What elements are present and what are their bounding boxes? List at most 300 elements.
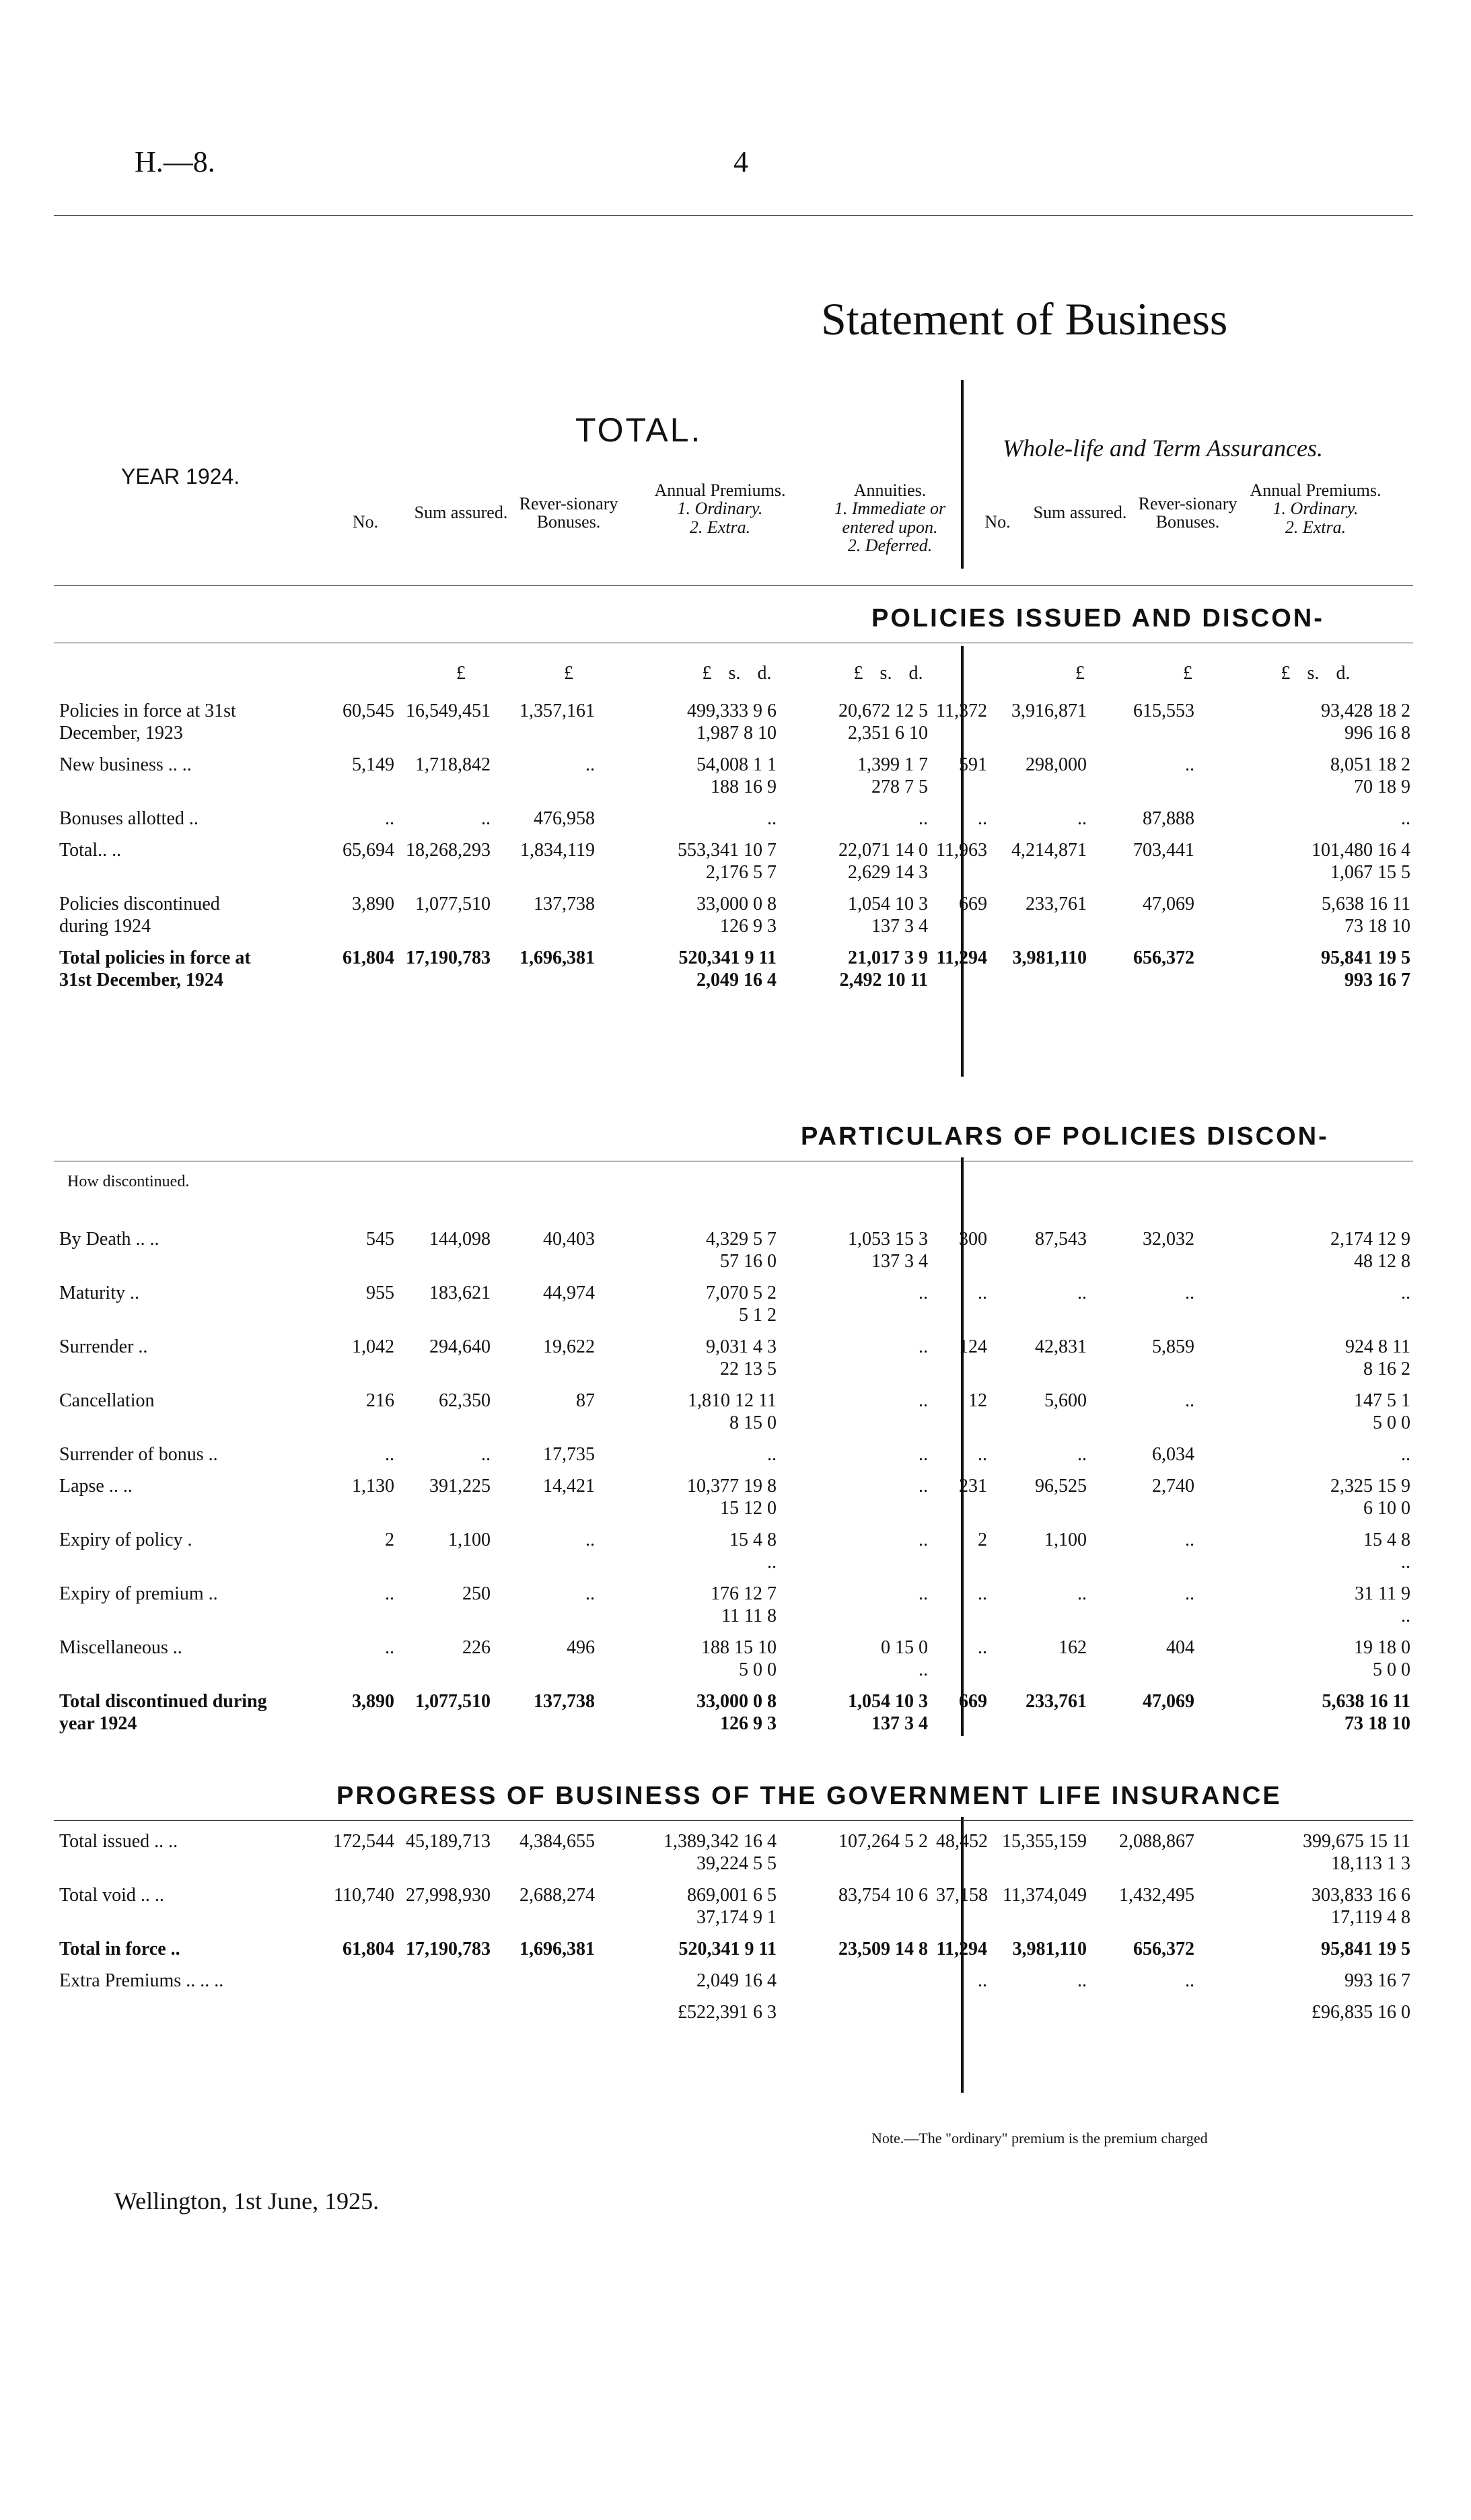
cell-empty bbox=[398, 1412, 495, 1434]
wl-unit-premiums: £ s. d. bbox=[1281, 663, 1351, 684]
cell-wl-sum-assured: 162 bbox=[1059, 1637, 1087, 1658]
cell-wl-premium-extra: 993 16 7 bbox=[1344, 970, 1410, 991]
row-gap bbox=[55, 1735, 1414, 1744]
row-gap bbox=[55, 1380, 1414, 1390]
cell-wl-premium-extra: 73 18 10 bbox=[1344, 1713, 1410, 1734]
progress-row bbox=[55, 2001, 1414, 2023]
cell-empty bbox=[991, 1358, 1091, 1380]
row-gap bbox=[55, 1573, 1414, 1583]
cell-empty bbox=[1091, 1497, 1198, 1519]
cell-reversionary: .. bbox=[585, 754, 595, 775]
wl-premiums-title: Annual Premiums. bbox=[1250, 480, 1382, 500]
discontinued-row-sub bbox=[55, 1412, 1414, 1434]
cell-premium-ordinary: 869,001 6 5 bbox=[687, 1885, 777, 1906]
cell-wl-reversionary: .. bbox=[1185, 1390, 1194, 1411]
cell-premium-ordinary: 1,810 12 11 bbox=[688, 1390, 777, 1411]
cell-empty bbox=[323, 1551, 398, 1573]
cell-premium-ordinary: 520,341 9 11 bbox=[678, 947, 777, 968]
wl-col-head-premiums bbox=[1245, 481, 1386, 536]
cell-premium-extra: 8 15 0 bbox=[729, 1412, 777, 1433]
gap-cell bbox=[55, 1627, 1414, 1636]
cell-empty bbox=[495, 1250, 599, 1272]
row-gap bbox=[55, 1434, 1414, 1443]
cell-empty bbox=[1091, 969, 1198, 991]
cell-wl-premium-extra bbox=[1198, 1304, 1414, 1326]
cell-empty bbox=[932, 776, 991, 798]
cell-wl-reversionary bbox=[1091, 2001, 1198, 2023]
wl-unit-rev: £ bbox=[1183, 663, 1192, 684]
cell-empty bbox=[932, 1605, 991, 1627]
section1-heading: POLICIES ISSUED AND DISCON- bbox=[871, 604, 1324, 633]
policy-row-sub bbox=[55, 969, 1414, 991]
cell-premium-extra: 39,224 5 5 bbox=[696, 1853, 777, 1874]
row-gap bbox=[55, 884, 1414, 893]
cell-wl-reversionary: .. bbox=[1185, 1583, 1194, 1604]
section3-rule bbox=[54, 1820, 1413, 1821]
progress-row bbox=[55, 1830, 1414, 1852]
cell-empty bbox=[323, 1713, 398, 1735]
cell-sum-assured: 18,268,293 bbox=[406, 840, 491, 861]
cell-empty bbox=[323, 776, 398, 798]
section2-heading: PARTICULARS OF POLICIES DISCON- bbox=[801, 1122, 1329, 1151]
wl-col-head-rev: Rever-sionary Bonuses. bbox=[1138, 494, 1237, 532]
cell-wl-reversionary: 404 bbox=[1166, 1637, 1194, 1658]
cell-reversionary: 1,696,381 bbox=[519, 1939, 595, 1959]
policy-row-sub bbox=[55, 861, 1414, 884]
cell-empty bbox=[495, 915, 599, 937]
cell-empty bbox=[495, 1412, 599, 1434]
cell-reversionary: 44,974 bbox=[543, 1283, 595, 1303]
cell-sum-assured: 183,621 bbox=[429, 1283, 491, 1303]
cell-wl-no: 11,372 bbox=[936, 700, 987, 721]
row-label bbox=[55, 2001, 323, 2023]
cell-empty bbox=[932, 722, 991, 744]
row-gap bbox=[55, 1681, 1414, 1690]
cell-annuity-deferred bbox=[781, 1605, 932, 1627]
cell-empty bbox=[932, 1412, 991, 1434]
cell-no: .. bbox=[385, 1444, 394, 1465]
discontinued-row bbox=[55, 1282, 1414, 1304]
row-label: Lapse .. .. bbox=[59, 1476, 133, 1497]
unit-rev: £ bbox=[564, 663, 573, 684]
unit-annuities: £ s. d. bbox=[853, 663, 923, 684]
cell-empty bbox=[932, 915, 991, 937]
cell-empty bbox=[1091, 915, 1198, 937]
policy-row-sub bbox=[55, 776, 1414, 798]
progress-row bbox=[55, 1970, 1414, 1992]
wl-unit-sum: £ bbox=[1075, 663, 1085, 684]
cell-premium-extra: 188 16 9 bbox=[711, 777, 777, 797]
cell-premium-ordinary: 9,031 4 3 bbox=[706, 1336, 777, 1357]
cell-wl-premium-ordinary: 2,174 12 9 bbox=[1330, 1229, 1410, 1250]
row-label: Cancellation bbox=[59, 1390, 155, 1411]
wl-premiums-ordinary: 1. Ordinary. bbox=[1272, 499, 1359, 519]
cell-premium-ordinary: 54,008 1 1 bbox=[696, 754, 777, 775]
cell-no: .. bbox=[385, 808, 394, 829]
col-head-no: No. bbox=[352, 512, 379, 532]
cell-wl-sum-assured: .. bbox=[1077, 1444, 1087, 1465]
cell-annuity-immediate: 1,054 10 3 bbox=[848, 1691, 928, 1712]
discontinued-row bbox=[55, 1475, 1414, 1497]
cell-no: 65,694 bbox=[343, 840, 394, 861]
cell-reversionary: 4,384,655 bbox=[519, 1831, 595, 1852]
discontinued-row bbox=[55, 1636, 1414, 1659]
cell-annuity-deferred bbox=[781, 1497, 932, 1519]
cell-empty bbox=[323, 969, 398, 991]
cell-sum-assured: 27,998,930 bbox=[406, 1885, 491, 1906]
gap-cell bbox=[55, 1573, 1414, 1583]
cell-wl-reversionary: 656,372 bbox=[1133, 1939, 1194, 1959]
cell-premium-ordinary: £522,391 6 3 bbox=[678, 2002, 777, 2023]
row-label: Bonuses allotted .. bbox=[59, 808, 199, 829]
unit-premiums: £ s. d. bbox=[702, 663, 772, 684]
unit-sum: £ bbox=[456, 663, 466, 684]
section1-table bbox=[55, 700, 1414, 1001]
header-rule bbox=[54, 585, 1413, 586]
cell-empty bbox=[991, 1659, 1091, 1681]
cell-sum-assured: .. bbox=[481, 1444, 491, 1465]
gap-cell bbox=[55, 884, 1414, 893]
section3-heading: PROGRESS OF BUSINESS OF THE GOVERNMENT LIFE INSURANCE bbox=[336, 1782, 1282, 1810]
cell-wl-no: 11,294 bbox=[936, 947, 987, 968]
cell-empty bbox=[1091, 722, 1198, 744]
cell-wl-no: .. bbox=[978, 1637, 987, 1658]
cell-empty bbox=[991, 969, 1091, 991]
cell-premium-ordinary: 33,000 0 8 bbox=[696, 1691, 777, 1712]
section3-table bbox=[55, 1830, 1414, 2033]
col-head-annuities bbox=[814, 481, 966, 554]
cell-sum-assured: 17,190,783 bbox=[406, 947, 491, 968]
cell-empty bbox=[495, 1304, 599, 1326]
cell-reversionary: .. bbox=[585, 1529, 595, 1550]
cell-wl-premium-extra: 996 16 8 bbox=[1344, 723, 1410, 744]
annuities-title: Annuities. bbox=[853, 480, 927, 500]
cell-wl-premium-ordinary: 5,638 16 11 bbox=[1322, 1691, 1410, 1712]
row-label-cont bbox=[55, 1551, 323, 1573]
row-label: Total issued .. .. bbox=[59, 1831, 178, 1852]
cell-wl-reversionary: 6,034 bbox=[1152, 1444, 1194, 1465]
cell-annuity-immediate: 21,017 3 9 bbox=[848, 947, 928, 968]
cell-annuity-immediate: 1,399 1 7 bbox=[857, 754, 928, 775]
gap-cell bbox=[55, 1326, 1414, 1336]
cell-reversionary: 17,735 bbox=[543, 1444, 595, 1465]
gap-cell bbox=[55, 1519, 1414, 1529]
cell-annuity-immediate bbox=[781, 1970, 932, 1992]
policy-row bbox=[55, 807, 1414, 830]
cell-empty bbox=[398, 1497, 495, 1519]
cell-empty bbox=[991, 1906, 1091, 1929]
row-label-cont bbox=[55, 1358, 323, 1380]
cell-wl-premium-ordinary: 95,841 19 5 bbox=[1321, 1939, 1410, 1959]
cell-empty bbox=[1091, 861, 1198, 884]
cell-empty bbox=[991, 1497, 1091, 1519]
wl-premiums-extra: 2. Extra. bbox=[1285, 517, 1347, 537]
cell-empty bbox=[495, 1551, 599, 1573]
cell-wl-reversionary: 656,372 bbox=[1133, 947, 1194, 968]
cell-empty bbox=[323, 722, 398, 744]
row-label: Total void .. .. bbox=[59, 1885, 164, 1906]
cell-wl-no: 300 bbox=[959, 1229, 987, 1250]
cell-wl-premium-ordinary: £96,835 16 0 bbox=[1312, 2002, 1410, 2023]
cell-wl-reversionary: 47,069 bbox=[1143, 1691, 1194, 1712]
cell-wl-reversionary: .. bbox=[1185, 1970, 1194, 1991]
cell-premium-ordinary: 499,333 9 6 bbox=[687, 700, 777, 721]
cell-annuity-immediate: .. bbox=[919, 1444, 928, 1465]
cell-empty bbox=[323, 1250, 398, 1272]
cell-reversionary: 14,421 bbox=[543, 1476, 595, 1497]
cell-empty bbox=[495, 1497, 599, 1519]
cell-empty bbox=[323, 861, 398, 884]
cell-empty bbox=[495, 1852, 599, 1875]
row-gap bbox=[55, 1992, 1414, 2001]
cell-wl-no: 669 bbox=[959, 894, 987, 914]
progress-row bbox=[55, 1938, 1414, 1960]
row-label-cont: December, 1923 bbox=[59, 723, 183, 744]
cell-empty bbox=[1091, 1906, 1198, 1929]
cell-wl-reversionary: 32,032 bbox=[1143, 1229, 1194, 1250]
year-label: YEAR 1924. bbox=[121, 464, 240, 489]
row-gap bbox=[55, 830, 1414, 839]
cell-wl-premium-ordinary: .. bbox=[1401, 1283, 1410, 1303]
row-gap bbox=[55, 744, 1414, 754]
cell-sum-assured bbox=[398, 1970, 495, 1992]
gap-cell bbox=[55, 744, 1414, 754]
progress-row-sub bbox=[55, 1906, 1414, 1929]
policy-row bbox=[55, 839, 1414, 861]
cell-empty bbox=[495, 969, 599, 991]
row-label: Total.. .. bbox=[59, 840, 122, 861]
cell-reversionary bbox=[495, 2001, 599, 2023]
cell-wl-premium-ordinary: 2,325 15 9 bbox=[1330, 1476, 1410, 1497]
top-rule bbox=[54, 215, 1413, 216]
cell-empty bbox=[495, 861, 599, 884]
cell-wl-premium-extra: 70 18 9 bbox=[1354, 777, 1410, 797]
cell-wl-sum-assured: 3,916,871 bbox=[1011, 700, 1087, 721]
gap-cell bbox=[55, 1434, 1414, 1443]
cell-sum-assured: 16,549,451 bbox=[406, 700, 491, 721]
cell-annuity-immediate: .. bbox=[919, 1529, 928, 1550]
section2-table bbox=[55, 1228, 1414, 1744]
cell-wl-sum-assured: 4,214,871 bbox=[1011, 840, 1087, 861]
cell-wl-reversionary: .. bbox=[1185, 1283, 1194, 1303]
cell-empty bbox=[1091, 1713, 1198, 1735]
cell-premium-ordinary: 2,049 16 4 bbox=[696, 1970, 777, 1991]
row-label: Extra Premiums .. .. .. bbox=[59, 1970, 224, 1991]
cell-empty bbox=[398, 776, 495, 798]
policy-row-sub bbox=[55, 915, 1414, 937]
cell-no: 5,149 bbox=[352, 754, 394, 775]
row-gap bbox=[55, 1466, 1414, 1475]
cell-annuity-immediate: 20,672 12 5 bbox=[838, 700, 928, 721]
cell-empty bbox=[1091, 776, 1198, 798]
cell-premium-ordinary: .. bbox=[767, 1444, 777, 1465]
cell-premium-extra: 2,176 5 7 bbox=[706, 862, 777, 883]
cell-empty bbox=[398, 1304, 495, 1326]
gap-cell bbox=[55, 937, 1414, 947]
cell-no bbox=[323, 1970, 398, 1992]
cell-annuity-deferred bbox=[781, 1906, 932, 1929]
row-label: Expiry of premium .. bbox=[59, 1583, 218, 1604]
cell-wl-sum-assured: .. bbox=[1077, 1283, 1087, 1303]
policy-row bbox=[55, 754, 1414, 776]
cell-no: 2 bbox=[385, 1529, 394, 1550]
row-label: Total discontinued during bbox=[59, 1691, 267, 1712]
annuities-deferred: 2. Deferred. bbox=[847, 535, 933, 555]
cell-annuity-immediate bbox=[781, 2001, 932, 2023]
cell-no: 61,804 bbox=[343, 947, 394, 968]
row-gap bbox=[55, 1519, 1414, 1529]
discontinued-row bbox=[55, 1583, 1414, 1605]
cell-wl-premium-ordinary: 95,841 19 5 bbox=[1321, 947, 1410, 968]
row-label-cont bbox=[55, 1659, 323, 1681]
row-gap bbox=[55, 1627, 1414, 1636]
policy-row bbox=[55, 947, 1414, 969]
cell-empty bbox=[1091, 1358, 1198, 1380]
cell-empty bbox=[932, 1250, 991, 1272]
cell-annuity-deferred: 278 7 5 bbox=[871, 777, 928, 797]
row-gap bbox=[55, 1326, 1414, 1336]
cell-no: 172,544 bbox=[333, 1831, 394, 1852]
cell-sum-assured: 1,718,842 bbox=[415, 754, 491, 775]
cell-empty bbox=[495, 1906, 599, 1929]
cell-annuity-deferred: 2,492 10 11 bbox=[839, 970, 928, 991]
row-label-cont bbox=[55, 861, 323, 884]
cell-premium-ordinary: 176 12 7 bbox=[711, 1583, 777, 1604]
discontinued-row bbox=[55, 1228, 1414, 1250]
policy-row-sub bbox=[55, 722, 1414, 744]
cell-empty bbox=[932, 1358, 991, 1380]
cell-wl-reversionary: 47,069 bbox=[1143, 894, 1194, 914]
cell-empty bbox=[398, 1659, 495, 1681]
cell-empty bbox=[398, 1605, 495, 1627]
cell-empty bbox=[323, 1852, 398, 1875]
row-label: Policies in force at 31st bbox=[59, 700, 236, 721]
cell-premium-extra: 5 0 0 bbox=[739, 1659, 777, 1680]
cell-empty bbox=[991, 1412, 1091, 1434]
wl-col-head-no: No. bbox=[984, 512, 1011, 532]
gap-cell bbox=[55, 1875, 1414, 1884]
cell-wl-sum-assured: 5,600 bbox=[1044, 1390, 1087, 1411]
cell-sum-assured: 45,189,713 bbox=[406, 1831, 491, 1852]
cell-sum-assured bbox=[398, 2001, 495, 2023]
cell-annuity-deferred bbox=[781, 1358, 932, 1380]
cell-annuity-immediate: 83,754 10 6 bbox=[838, 1885, 928, 1906]
cell-premium-extra: 126 9 3 bbox=[720, 1713, 777, 1734]
cell-wl-no: 12 bbox=[968, 1390, 987, 1411]
row-label: Expiry of policy . bbox=[59, 1529, 192, 1550]
cell-wl-premium-extra: 1,067 15 5 bbox=[1330, 862, 1410, 883]
cell-sum-assured: 1,077,510 bbox=[415, 894, 491, 914]
cell-wl-no: .. bbox=[978, 1970, 987, 1991]
cell-sum-assured: .. bbox=[481, 808, 491, 829]
cell-reversionary: .. bbox=[585, 1583, 595, 1604]
cell-premium-ordinary: 33,000 0 8 bbox=[696, 894, 777, 914]
gap-cell bbox=[55, 798, 1414, 807]
page-title: Statement of Business bbox=[821, 293, 1228, 345]
cell-wl-premium-ordinary: 399,675 15 11 bbox=[1303, 1831, 1410, 1852]
cell-empty bbox=[991, 915, 1091, 937]
cell-wl-premium-extra: 8 16 2 bbox=[1363, 1359, 1410, 1379]
cell-empty bbox=[1091, 1605, 1198, 1627]
cell-no: 61,804 bbox=[343, 1939, 394, 1959]
cell-wl-reversionary: 5,859 bbox=[1152, 1336, 1194, 1357]
discontinued-row-sub bbox=[55, 1358, 1414, 1380]
gap-cell bbox=[55, 1380, 1414, 1390]
wl-col-head-sum: Sum assured. bbox=[1033, 503, 1127, 522]
cell-wl-sum-assured: .. bbox=[1077, 808, 1087, 829]
cell-empty bbox=[991, 1605, 1091, 1627]
cell-premium-ordinary: .. bbox=[767, 808, 777, 829]
cell-empty bbox=[398, 1358, 495, 1380]
cell-wl-premium-extra: 48 12 8 bbox=[1354, 1251, 1410, 1272]
row-label-cont: year 1924 bbox=[59, 1713, 137, 1734]
discontinued-row-sub bbox=[55, 1659, 1414, 1681]
cell-no bbox=[323, 2001, 398, 2023]
cell-wl-no: 2 bbox=[978, 1529, 987, 1550]
row-label: Miscellaneous .. bbox=[59, 1637, 182, 1658]
row-label: Policies discontinued bbox=[59, 894, 220, 914]
cell-premium-ordinary: 7,070 5 2 bbox=[706, 1283, 777, 1303]
row-label-cont: 31st December, 1924 bbox=[59, 970, 223, 991]
cell-sum-assured: 62,350 bbox=[439, 1390, 491, 1411]
cell-empty bbox=[991, 1250, 1091, 1272]
cell-wl-no: 231 bbox=[959, 1476, 987, 1497]
discontinued-row-sub bbox=[55, 1605, 1414, 1627]
cell-empty bbox=[398, 1852, 495, 1875]
cell-reversionary: 2,688,274 bbox=[519, 1885, 595, 1906]
cell-wl-premium-ordinary: 93,428 18 2 bbox=[1321, 700, 1410, 721]
gap-cell bbox=[55, 1929, 1414, 1938]
cell-premium-ordinary: 553,341 10 7 bbox=[678, 840, 777, 861]
gap-cell bbox=[55, 1466, 1414, 1475]
cell-annuity-deferred: 137 3 4 bbox=[871, 916, 928, 937]
cell-wl-reversionary: 87,888 bbox=[1143, 808, 1194, 829]
cell-wl-no: 48,452 bbox=[936, 1831, 988, 1852]
cell-empty bbox=[323, 1605, 398, 1627]
cell-sum-assured: 226 bbox=[462, 1637, 491, 1658]
cell-reversionary: 87 bbox=[576, 1390, 595, 1411]
cell-no: 1,130 bbox=[352, 1476, 394, 1497]
total-heading: TOTAL. bbox=[575, 411, 703, 449]
cell-no: 955 bbox=[366, 1283, 394, 1303]
cell-empty bbox=[991, 1551, 1091, 1573]
cell-premium-extra: 2,049 16 4 bbox=[696, 970, 777, 991]
row-label-cont: during 1924 bbox=[59, 916, 151, 937]
cell-reversionary: 1,834,119 bbox=[520, 840, 595, 861]
row-gap bbox=[55, 2023, 1414, 2033]
cell-annuity-deferred bbox=[781, 1551, 932, 1573]
cell-annuity-immediate: .. bbox=[919, 1476, 928, 1497]
cell-wl-reversionary: 615,553 bbox=[1133, 700, 1194, 721]
discontinued-total-row-sub bbox=[55, 1713, 1414, 1735]
cell-wl-premium-ordinary: 8,051 18 2 bbox=[1330, 754, 1410, 775]
cell-wl-premium-ordinary: 303,833 16 6 bbox=[1312, 1885, 1410, 1906]
cell-empty bbox=[1091, 1551, 1198, 1573]
cell-annuity-immediate: .. bbox=[919, 808, 928, 829]
progress-row-sub bbox=[55, 1852, 1414, 1875]
cell-wl-sum-assured: 233,761 bbox=[1026, 1691, 1087, 1712]
cell-wl-no: 124 bbox=[959, 1336, 987, 1357]
discontinued-total-row bbox=[55, 1690, 1414, 1713]
gap-cell bbox=[55, 1960, 1414, 1970]
cell-annuity-immediate: 23,509 14 8 bbox=[838, 1939, 928, 1959]
cell-empty bbox=[495, 722, 599, 744]
row-label: Total policies in force at bbox=[59, 947, 251, 968]
cell-reversionary: 40,403 bbox=[543, 1229, 595, 1250]
row-label-cont bbox=[55, 1906, 323, 1929]
cell-empty bbox=[398, 1551, 495, 1573]
cell-reversionary bbox=[495, 1970, 599, 1992]
